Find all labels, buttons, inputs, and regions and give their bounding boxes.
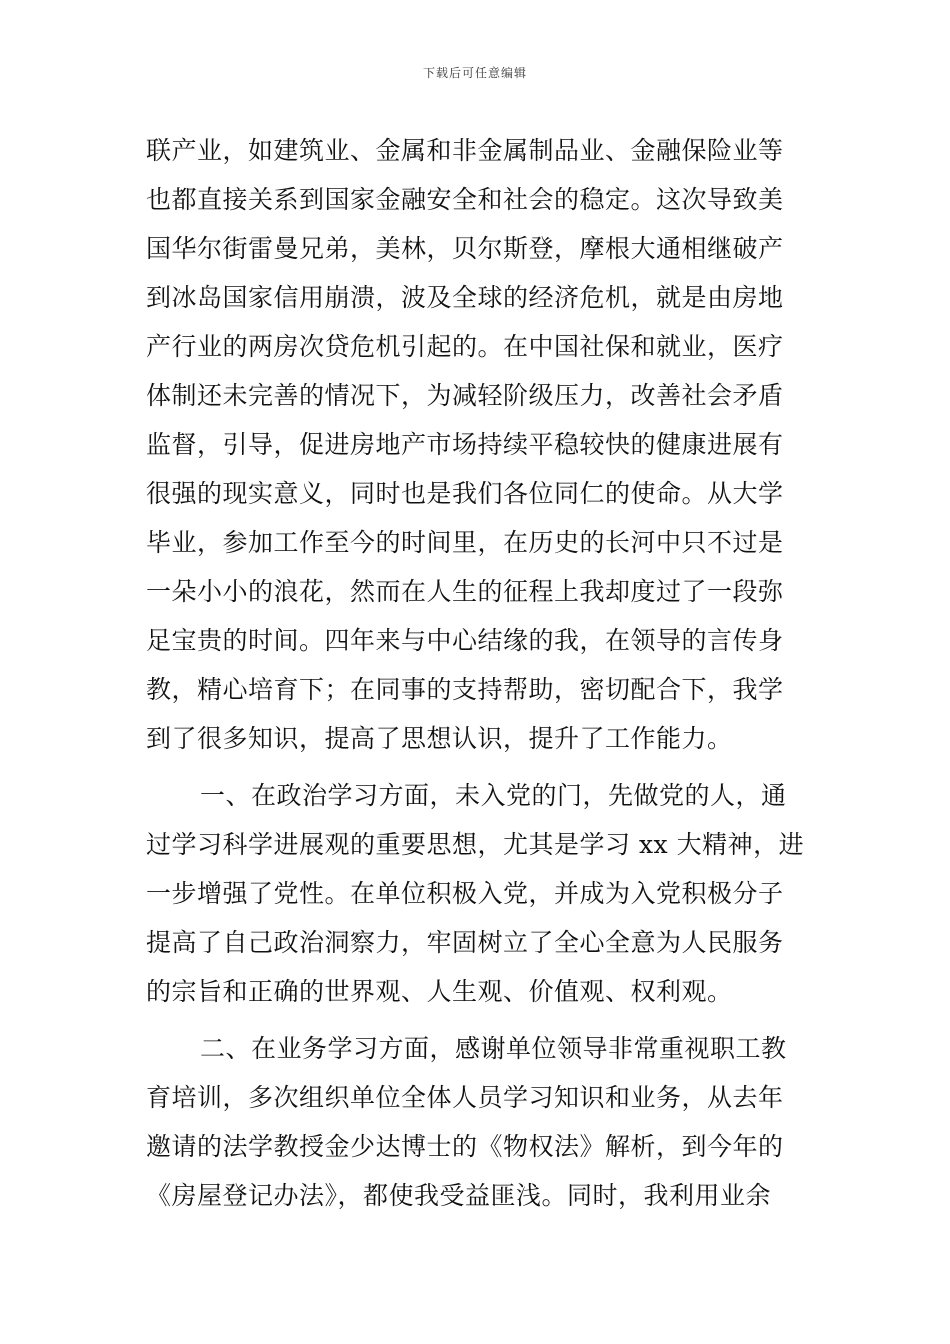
paragraph-3 [146,1024,808,1220]
text-line: 监督，引导，促进房地产市场持续平稳较快的健康进展有 [146,430,784,459]
text-line: 体制还未完善的情况下，为减轻阶级压力，改善社会矛盾 [146,381,784,410]
text-line: 《房屋登记办法》，都使我受益匪浅。同时，我利用业余 [146,1181,772,1210]
text-line: 国华尔街雷曼兄弟，美林，贝尔斯登，摩根大通相继破产 [146,234,784,263]
text-line: 一、在政治学习方面，未入党的门，先做党的人，通 [200,781,787,810]
text-line: 足宝贵的时间。四年来与中心结缘的我，在领导的言传身 [146,626,784,655]
text-line: 联产业，如建筑业、金属和非金属制品业、金融保险业等 [146,136,784,165]
text-line: 育培训，多次组织单位全体人员学习知识和业务，从去年 [146,1083,784,1112]
paragraph-spacer [146,1016,808,1024]
text-line: 二、在业务学习方面，感谢单位领导非常重视职工教 [200,1034,787,1063]
document-body [146,126,808,1220]
text-line: 的宗旨和正确的世界观、人生观、价值观、权利观。 [146,977,733,1006]
paragraph-2 [146,771,808,1016]
text-line: 也都直接关系到国家金融安全和社会的稳定。这次导致美 [146,185,784,214]
text-line: 一朵小小的浪花，然而在人生的征程上我却度过了一段弥 [146,577,784,606]
text-line: 邀请的法学教授金少达博士的《物权法》解析，到今年的 [146,1132,784,1161]
page-header-note: 下载后可任意编辑 [422,66,527,80]
text-line: 一步增强了党性。在单位积极入党，并成为入党积极分子 [146,879,784,908]
text-line: 产行业的两房次贷危机引起的。在中国社保和就业，医疗 [146,332,784,361]
paragraph-spacer [146,763,808,771]
text-line: 教，精心培育下；在同事的支持帮助，密切配合下，我学 [146,675,784,704]
paragraph-1 [146,126,808,763]
text-line: 提高了自己政治洞察力，牢固树立了全心全意为人民服务 [146,928,784,957]
text-line: 到冰岛国家信用崩溃，波及全球的经济危机，就是由房地 [146,283,784,312]
text-line: 过学习科学进展观的重要思想，尤其是学习 xx 大精神，进 [146,830,805,859]
text-line: 毕业，参加工作至今的时间里，在历史的长河中只不过是 [146,528,784,557]
text-line: 到了很多知识，提高了思想认识，提升了工作能力。 [146,724,733,753]
text-line: 很强的现实意义，同时也是我们各位同仁的使命。从大学 [146,479,784,508]
